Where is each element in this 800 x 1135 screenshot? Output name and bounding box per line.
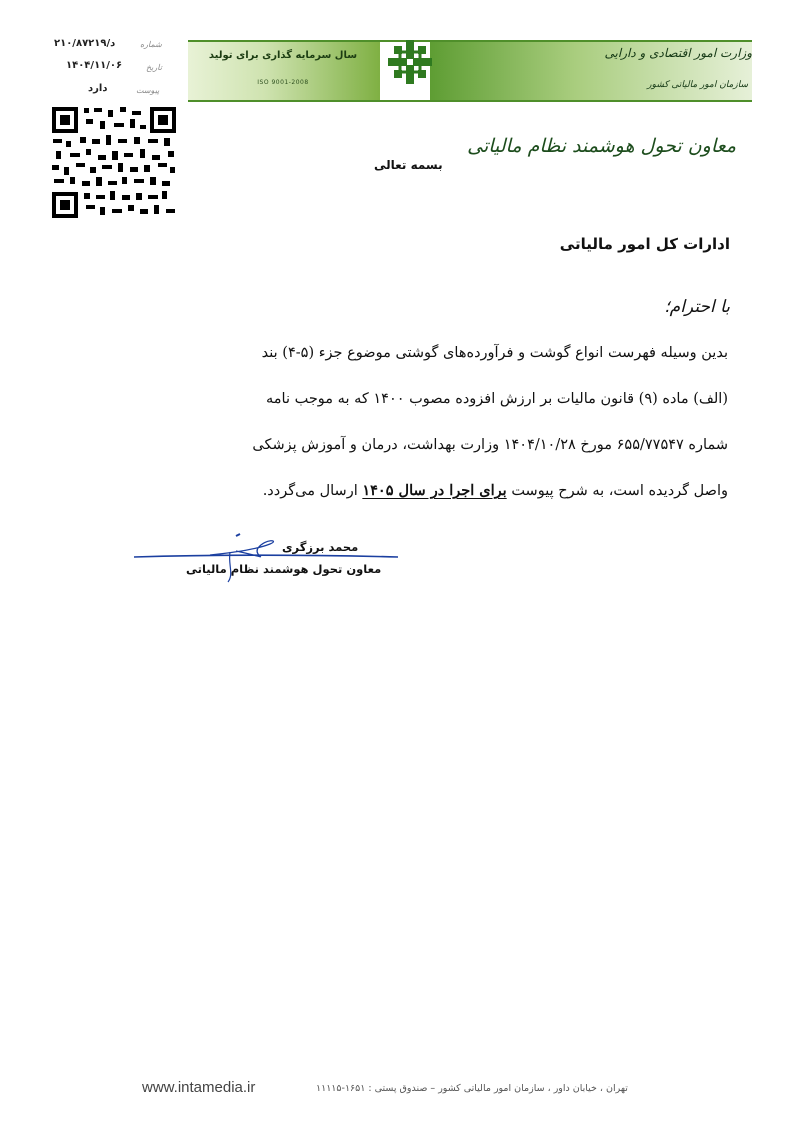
organization-name: سازمان امور مالیاتی کشور (647, 80, 748, 90)
deputy-title: معاون تحول هوشمند نظام مالیاتی (467, 135, 736, 157)
attachment-label: پیوست (136, 86, 160, 95)
body-line-2: (الف) ماده (۹) قانون مالیات بر ارزش افزوده مصوب ۱۴۰۰ که به موجب نامه (266, 391, 728, 407)
signatory-title: معاون تحول هوشمند نظام مالیاتی (186, 562, 382, 576)
date-label: تاریخ (146, 63, 162, 72)
tax-organization-emblem-icon (386, 38, 434, 86)
recipient: ادارات کل امور مالیاتی (559, 235, 730, 253)
body-line-4-end: ارسال می‌گردد. (262, 483, 358, 499)
iso-certification: ISO 9001-2008 (257, 79, 309, 86)
letter-number: د/۲۱۰/۸۷۲۱۹ (54, 38, 116, 49)
handwritten-signature-icon (130, 530, 400, 590)
body-line-4-start: واصل گردیده است، به شرح پیوست (511, 483, 728, 499)
band-bottom-rule (188, 100, 752, 102)
qr-code-icon (50, 105, 178, 220)
band-top-rule (188, 40, 752, 42)
body-line-1: بدین وسیله فهرست انواع گوشت و فرآورده‌های گوشتی موضوع جزء (۵-۴) بند (261, 345, 728, 361)
body-line-4 (263, 482, 728, 499)
ministry-name: وزارت امور اقتصادی و دارایی (604, 46, 752, 60)
body-emphasis: برای اجرا در سال ۱۴۰۵ (362, 482, 507, 499)
signatory-name: محمد برزگری (282, 540, 359, 554)
salutation: با احترام؛ (664, 297, 730, 317)
number-label: شماره (140, 40, 162, 49)
basmala: بسمه تعالی (374, 158, 443, 172)
year-slogan: سال سرمایه گذاری برای تولید (208, 50, 358, 61)
body-line-3: شماره ۶۵۵/۷۷۵۴۷ مورخ ۱۴۰۴/۱۰/۲۸ وزارت بهداشت، درمان و آموزش پزشکی (252, 437, 728, 453)
postal-address: تهران ، خیابان داور ، سازمان امور مالیاتی کشور – صندوق پستی : ۱۶۵۱-۱۱۱۱۵ (316, 1083, 628, 1094)
attachment-value: دارد (88, 83, 108, 94)
website-link[interactable]: www.intamedia.ir (142, 1079, 256, 1096)
letter-date: ۱۴۰۴/۱۱/۰۶ (66, 60, 123, 71)
